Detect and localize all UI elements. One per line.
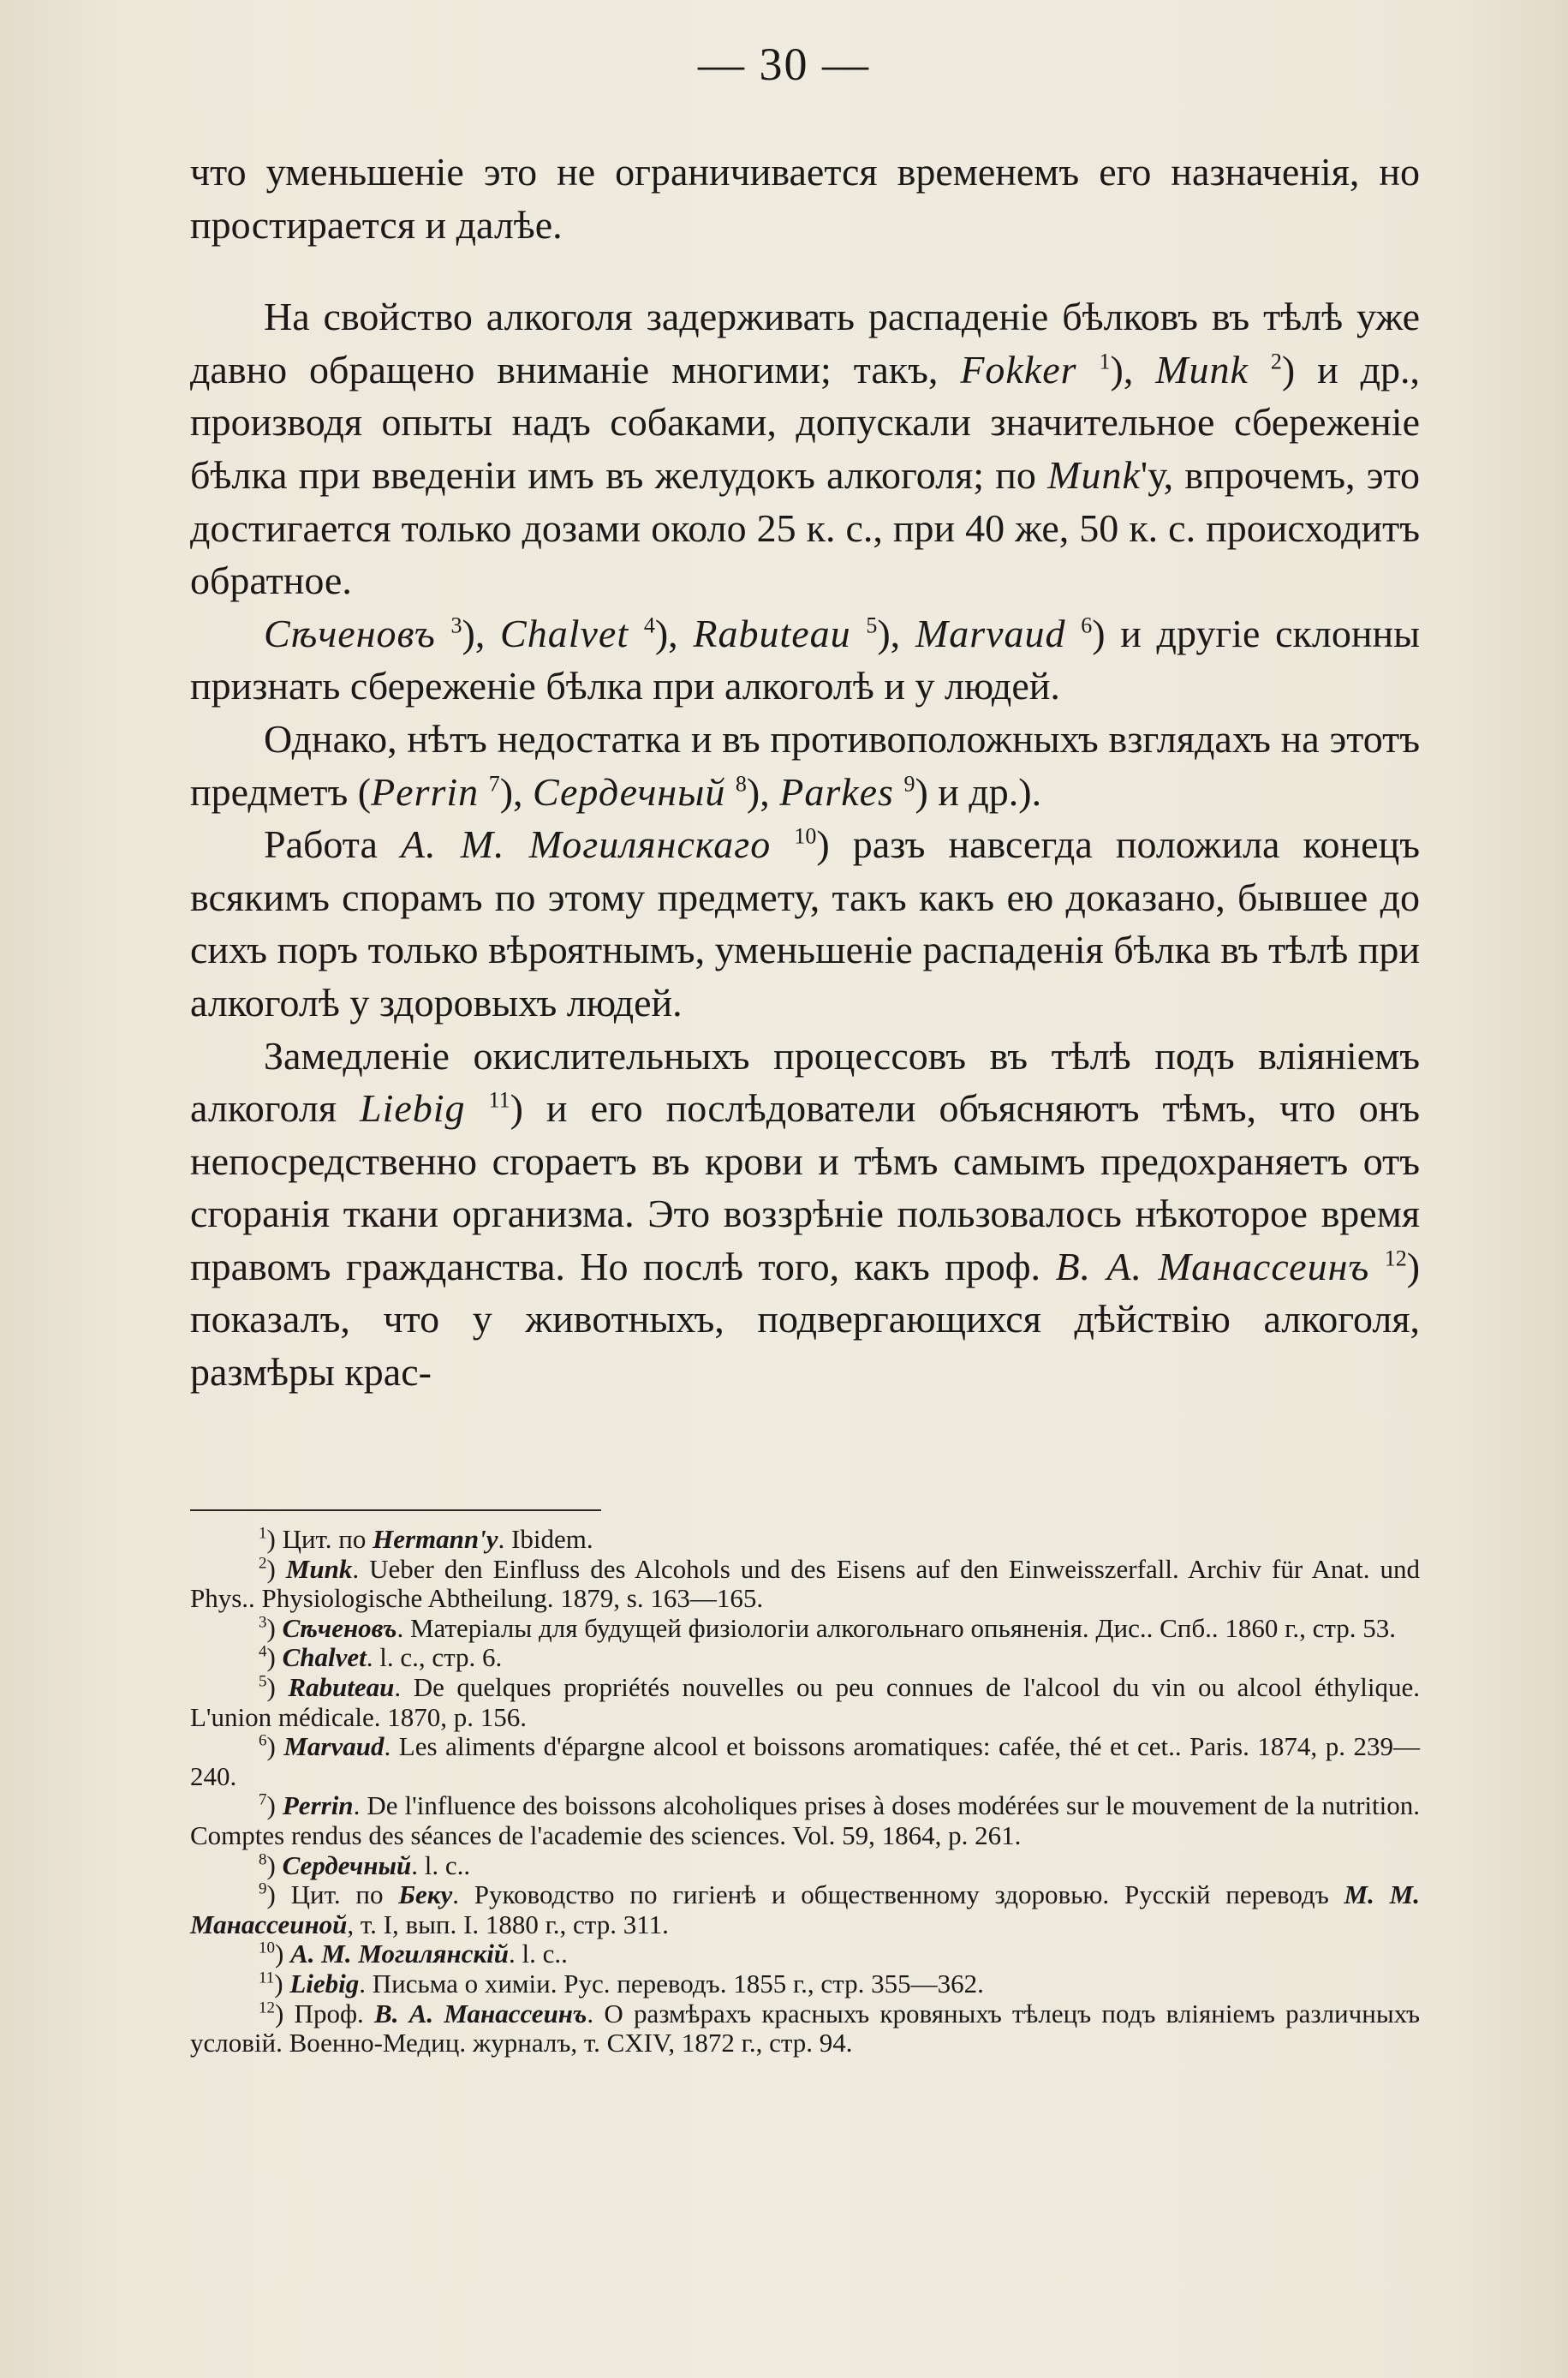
author-name: Fokker — [960, 347, 1077, 391]
footnote-2: $^2$) Munk. Ueber den Einfluss des Alcohols und des Eisens auf den Einweisszerfall. Archiv für Anat. und Phys.. Physiologische Abtheilung. 1879, s. 163—165. — [190, 1553, 1420, 1614]
author-name: Marvaud — [915, 611, 1066, 655]
footnote-3: $^3$) Сѣченовъ. Матеріалы для будущей физіологіи алкогольнаго опьяненія. Дис.. Спб.. 1860 г., стр. 53. — [259, 1612, 1397, 1643]
paragraph-continuation: что уменьшеніе это не ограничивается временемъ его назначенія, но простирается и далѣе. — [190, 150, 1420, 247]
page-number: — 30 — — [698, 39, 870, 90]
author-name: Liebig — [360, 1086, 466, 1131]
author-name: Сѣченовъ — [264, 611, 436, 655]
footnote-ref[interactable]: 6 — [1081, 612, 1093, 638]
footnote-ref[interactable]: 11 — [488, 1087, 510, 1113]
footnote-ref[interactable]: 3 — [450, 612, 462, 638]
footnote-1: $^1$) Цит. по Hermann'y. Ibidem. — [259, 1524, 593, 1554]
footnote-ref[interactable]: 12 — [1384, 1246, 1407, 1271]
footnote-7: $^7$) Perrin. De l'influence des boissons alcoholiques prises à doses modérées sur le mouvement de la nutrition. Comptes rendus des séances de l'academie des sciences. Vol. 59, 1864, p. 261. — [190, 1790, 1420, 1850]
footnote-divider — [190, 1509, 601, 1511]
paragraph-opposing-views: Однако, нѣтъ недостатка и въ противоположныхъ взглядахъ на этотъ предметъ (Perrin $^7$), Сердечный $^8$), Parkes $^9$) и др.). — [190, 716, 1420, 814]
footnote-ref[interactable]: 10 — [794, 823, 817, 849]
footnote-6: $^6$) Marvaud. Les aliments d'épargne alcool et boissons aromatiques: cafée, thé et cet.. Paris. 1874, p. 239—240. — [190, 1731, 1420, 1791]
author-name: В. А. Манассеинъ — [1055, 1244, 1370, 1288]
footnote-11: $^{11}$) Liebig. Письма о химіи. Рус. переводъ. 1855 г., стр. 355—362. — [259, 1968, 984, 1999]
footnote-ref[interactable]: 2 — [1270, 349, 1282, 374]
paragraph-mogilyansky: Работа А. М. Могилянскаго $^{10}$) разъ навсегда положила конецъ всякимъ спорамъ по этому предмету, такъ какъ ею доказано, бывшее до сихъ поръ только вѣроятнымъ, уменьшеніе распаденія бѣлка въ тѣлѣ при алкоголѣ у здоровыхъ людей. — [190, 822, 1420, 1025]
footnote-9: $^9$) Цит. по Беку. Руководство по гигіенѣ и общественному здоровью. Русскій переводъ М. М. Манассеиной, т. I, вып. I. 1880 г., стр. 311. — [190, 1879, 1420, 1939]
author-name: Chalvet — [500, 611, 629, 655]
author-name: Parkes — [779, 769, 894, 814]
footnote-4: $^4$) Chalvet. l. c., стр. 6. — [259, 1642, 503, 1673]
footnote-8: $^8$) Сердечный. l. c.. — [259, 1849, 471, 1880]
footnote-ref[interactable]: 4 — [643, 612, 655, 638]
footnote-ref[interactable]: 1 — [1099, 349, 1111, 374]
footnote-ref[interactable]: 5 — [866, 612, 878, 638]
author-name: Perrin — [371, 769, 480, 814]
author-name: Munk — [1155, 347, 1249, 391]
author-name: А. М. Могилянскаго — [400, 822, 772, 867]
footnote-ref[interactable]: 9 — [903, 771, 915, 797]
footnote-12: $^{12}$) Проф. В. А. Манассеинъ. О размѣрахъ красныхъ кровяныхъ тѣлецъ подъ вліяніемъ различныхъ условій. Военно-Медиц. журналъ, т. CXIV, 1872 г., стр. 94. — [190, 1998, 1421, 2058]
footnotes — [190, 1525, 1420, 2058]
paragraph-human-studies: Сѣченовъ $^3$), Chalvet $^4$), Rabuteau $^5$), Marvaud $^6$) и другіе склонны признать сбереженіе бѣлка при алкоголѣ и у людей. — [190, 611, 1420, 708]
footnote-ref[interactable]: 7 — [488, 771, 500, 797]
footnote-5: $^5$) Rabuteau. De quelques propriétés nouvelles ou peu connues de l'alcool du vin ou alcool éthylique. L'union médicale. 1870, p. 156. — [190, 1671, 1420, 1732]
author-name: Rabuteau — [693, 611, 851, 655]
paragraph-protein-retention: На свойство алкоголя задерживать распаденіе бѣлковъ въ тѣлѣ уже давно обращено вниманіе многими; такъ, Fokker $^1$), Munk $^2$) и др., производя опыты надъ собаками, допускали значительное сбереженіе бѣлка при введеніи имъ въ желудокъ алкоголя; по Munk'у, впрочемъ, это достигается только дозами около 25 к. с., при 40 же, 50 к. с. происходитъ обратное. — [190, 295, 1421, 603]
paragraph-oxidation: Замедленіе окислительныхъ процессовъ въ тѣлѣ подъ вліяніемъ алкоголя Liebig $^{11}$) и его послѣдователи объясняютъ тѣмъ, что онъ непосредственно сгораетъ въ крови и тѣмъ самымъ предохраняетъ отъ сгоранія ткани организма. Это воззрѣніе пользовалось нѣкоторое время правомъ гражданства. Но послѣ того, какъ проф. В. А. Манассеинъ $^{12}$) показалъ, что у животныхъ, подвергающихся дѣйствію алкоголя, размѣры крас- — [190, 1033, 1421, 1395]
author-name: Munk — [1047, 452, 1141, 497]
main-text — [190, 146, 1420, 1399]
author-name: Сердечный — [533, 769, 726, 814]
footnote-ref[interactable]: 8 — [735, 771, 747, 797]
footnote-10: $^{10}$) А. М. Могилянскій. l. c.. — [259, 1939, 568, 1969]
